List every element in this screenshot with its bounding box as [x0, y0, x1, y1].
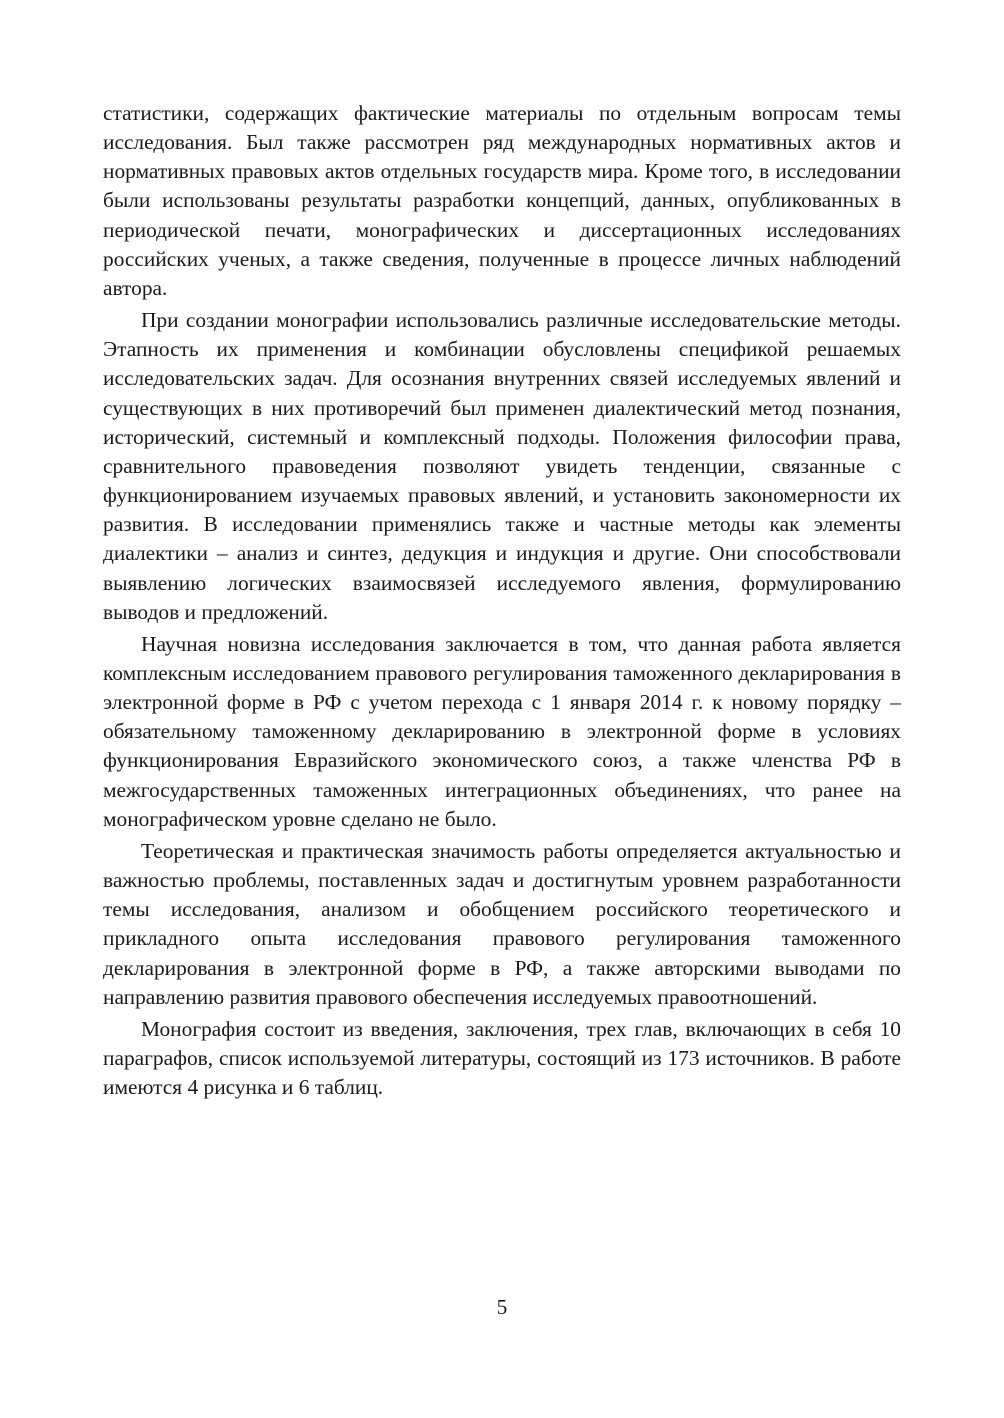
- paragraph-structure: Монография состоит из введения, заключения, трех глав, включающих в себя 10 параграфов, список используемой литературы, состоящий из 173 источников. В работе имеются 4 рисунка и 6 таблиц.: [103, 1016, 901, 1100]
- body-text: [103, 99, 901, 1105]
- paragraph-significance: Теоретическая и практическая значимость работы определяется актуальностью и важностью проблемы, поставленных задач и достигнутым уровнем разработанности темы исследования, анализом и обобщением российского теоретического и прикладного опыта исследования правового регулирования таможенного декларирования в электронной форме в РФ, а также авторскими выводами по направлению развития правового обеспечения исследуемых правоотношений.: [103, 838, 901, 1009]
- paragraph-novelty: Научная новизна исследования заключается в том, что данная работа является комплексным исследованием правового регулирования таможенного декларирования в электронной форме в РФ с учетом перехода с 1 января 2014 г. к новому порядку – обязательному таможенному декларированию в электронной форме в условиях функционирования Евразийского экономического союз, а также членства РФ в межгосударственных таможенных интеграционных объединениях, что ранее на монографическом уровне сделано не было.: [103, 631, 901, 831]
- paragraph-methods: При создании монографии использовались различные исследовательские методы. Этапность их применения и комбинации обусловлены спецификой решаемых исследовательских задач. Для осознания внутренних связей исследуемых явлений и существующих в них противоречий был применен диалектический метод познания, исторический, системный и комплексный подходы. Положения философии права, сравнительного правоведения позволяют увидеть тенденции, связанные с функционированием изучаемых правовых явлений, и установить закономерности их развития. В исследовании применялись также и частные методы как элементы диалектики – анализ и синтез, дедукция и индукция и другие. Они способствовали выявлению логических взаимосвязей исследуемого явления, формулированию выводов и предложений.: [103, 308, 901, 624]
- paragraph-continuation: статистики, содержащих фактические материалы по отдельным вопросам темы исследования. Был также рассмотрен ряд международных нормативных актов и нормативных правовых актов отдельных государств мира. Кроме того, в исследовании были использованы результаты разработки концепций, данных, опубликованных в периодической печати, монографических и диссертационных исследованиях российских ученых, а также сведения, полученные в процессе личных наблюдений автора.: [103, 101, 901, 300]
- page-number: 5: [496, 1295, 508, 1319]
